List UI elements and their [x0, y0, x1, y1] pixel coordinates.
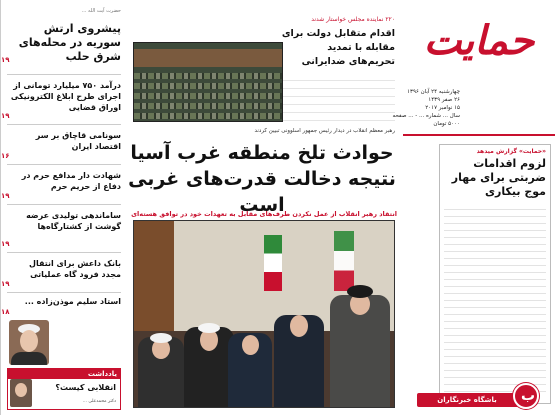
left-item-headline[interactable]: ساماندهی تولیدی عرضه گوشت از کشتارگاه‌ها — [26, 211, 121, 231]
masthead-info — [392, 88, 460, 128]
left-item-headline[interactable]: سونامی قاچاق بر سر اقتصاد ایران — [35, 131, 121, 151]
left-item-headline[interactable]: شهادت دار مدافع حرم در دفاع از حریم حرم — [21, 171, 121, 191]
left-item-headline[interactable]: استاد سلیم موذن‌زاده ... — [24, 297, 121, 306]
footer-logo-label: باشگاه خبرنگاران — [437, 396, 497, 404]
opinion-title[interactable]: انقلابی کیست؟ — [55, 383, 116, 392]
left-item-headline[interactable]: درآمد ۷۵۰ میلیارد تومانی از اجرای طرح ابلاغ الکترونیکی اوراق قضایی — [10, 81, 121, 112]
info-line: ۵۰۰۰ تومان — [433, 121, 460, 127]
left-item[interactable] — [7, 170, 121, 192]
main-subhead: انتقاد رهبر انقلاب از عمل نکردن طرف‌های مقابل به تعهدات خود در توافق هسته‌ای — [131, 210, 397, 218]
flag-icon — [264, 235, 282, 291]
page-number: ۱۸ — [1, 308, 10, 316]
page-number: ۱۹ — [1, 192, 10, 200]
left-top-kicker: حضرت آیت الله ... — [81, 8, 121, 14]
left-item[interactable] — [7, 130, 121, 152]
parliament-photo — [133, 42, 283, 122]
opinion-column-box[interactable] — [7, 368, 121, 410]
left-item[interactable] — [7, 22, 121, 64]
main-headline-line2[interactable]: نتیجه دخالت قدرت‌های غربی است — [128, 168, 396, 216]
opinion-kicker: یادداشت — [8, 369, 120, 379]
left-item-headline[interactable]: پیشروی ارتش سوریه در محله‌های شرق حلب — [18, 22, 121, 63]
main-story-caption: رهبر معظم انقلاب در دیدار رئیس جمهور اسلوونی تبیین کردند — [254, 128, 395, 134]
side-story-kicker: «حمایت» گزارش میدهد — [476, 148, 546, 155]
left-item[interactable] — [7, 296, 121, 307]
left-item[interactable] — [7, 80, 121, 113]
info-line: ۱۵ نوامبر ۲۰۱۷ — [425, 105, 460, 111]
left-item-headline[interactable]: بانک داعش برای انتقال مجدد فرود گاه عملیاتی — [29, 259, 121, 279]
side-story-box[interactable] — [439, 144, 551, 404]
page-number: ۱۹ — [1, 280, 10, 288]
right-column — [392, 0, 555, 415]
masthead — [405, 6, 553, 84]
info-line: سال ... شماره ... - ... صفحه — [392, 113, 460, 119]
main-headline[interactable] — [127, 140, 397, 218]
page-number: ۱۹ — [1, 112, 10, 120]
left-item[interactable] — [7, 210, 121, 232]
left-item[interactable] — [7, 258, 121, 280]
footer-logo[interactable] — [403, 389, 553, 413]
info-line: چهارشنبه ۲۴ آبان ۱۳۹۶ — [407, 89, 460, 95]
page-number: ۱۹ — [1, 56, 10, 64]
page-number: ۱۶ — [1, 152, 10, 160]
side-story-headline[interactable]: لزوم اقدامات ضربتی برای مهار موج بیکاری — [451, 157, 546, 198]
masthead-rule — [403, 134, 555, 136]
info-line: ۲۶ صفر ۱۴۳۹ — [428, 97, 460, 103]
main-photo — [133, 220, 395, 408]
page-number: ۱۹ — [1, 240, 10, 248]
center-column — [125, 0, 403, 415]
footer-logo-bar — [417, 393, 517, 407]
top-story-kicker: ۲۲۰ نماینده مجلس خواستار شدند — [311, 16, 395, 23]
portrait-photo — [9, 320, 49, 365]
footer-logo-icon: ب — [513, 383, 539, 409]
opinion-author: دکتر محمدعلی ... — [82, 399, 116, 404]
left-column — [0, 0, 122, 415]
top-story[interactable] — [279, 16, 395, 126]
masthead-logo: حمایت — [423, 17, 535, 64]
top-story-headline[interactable]: اقدام متقابل دولت برای مقابله با تمدید تحریم‌های ضدایرانی — [281, 28, 395, 67]
flag-icon — [334, 231, 354, 291]
side-story-body — [444, 203, 546, 395]
top-story-teaser — [279, 73, 395, 121]
author-avatar — [10, 379, 32, 407]
main-headline-line1[interactable]: حوادث تلخ منطقه غرب آسیا — [130, 142, 394, 164]
